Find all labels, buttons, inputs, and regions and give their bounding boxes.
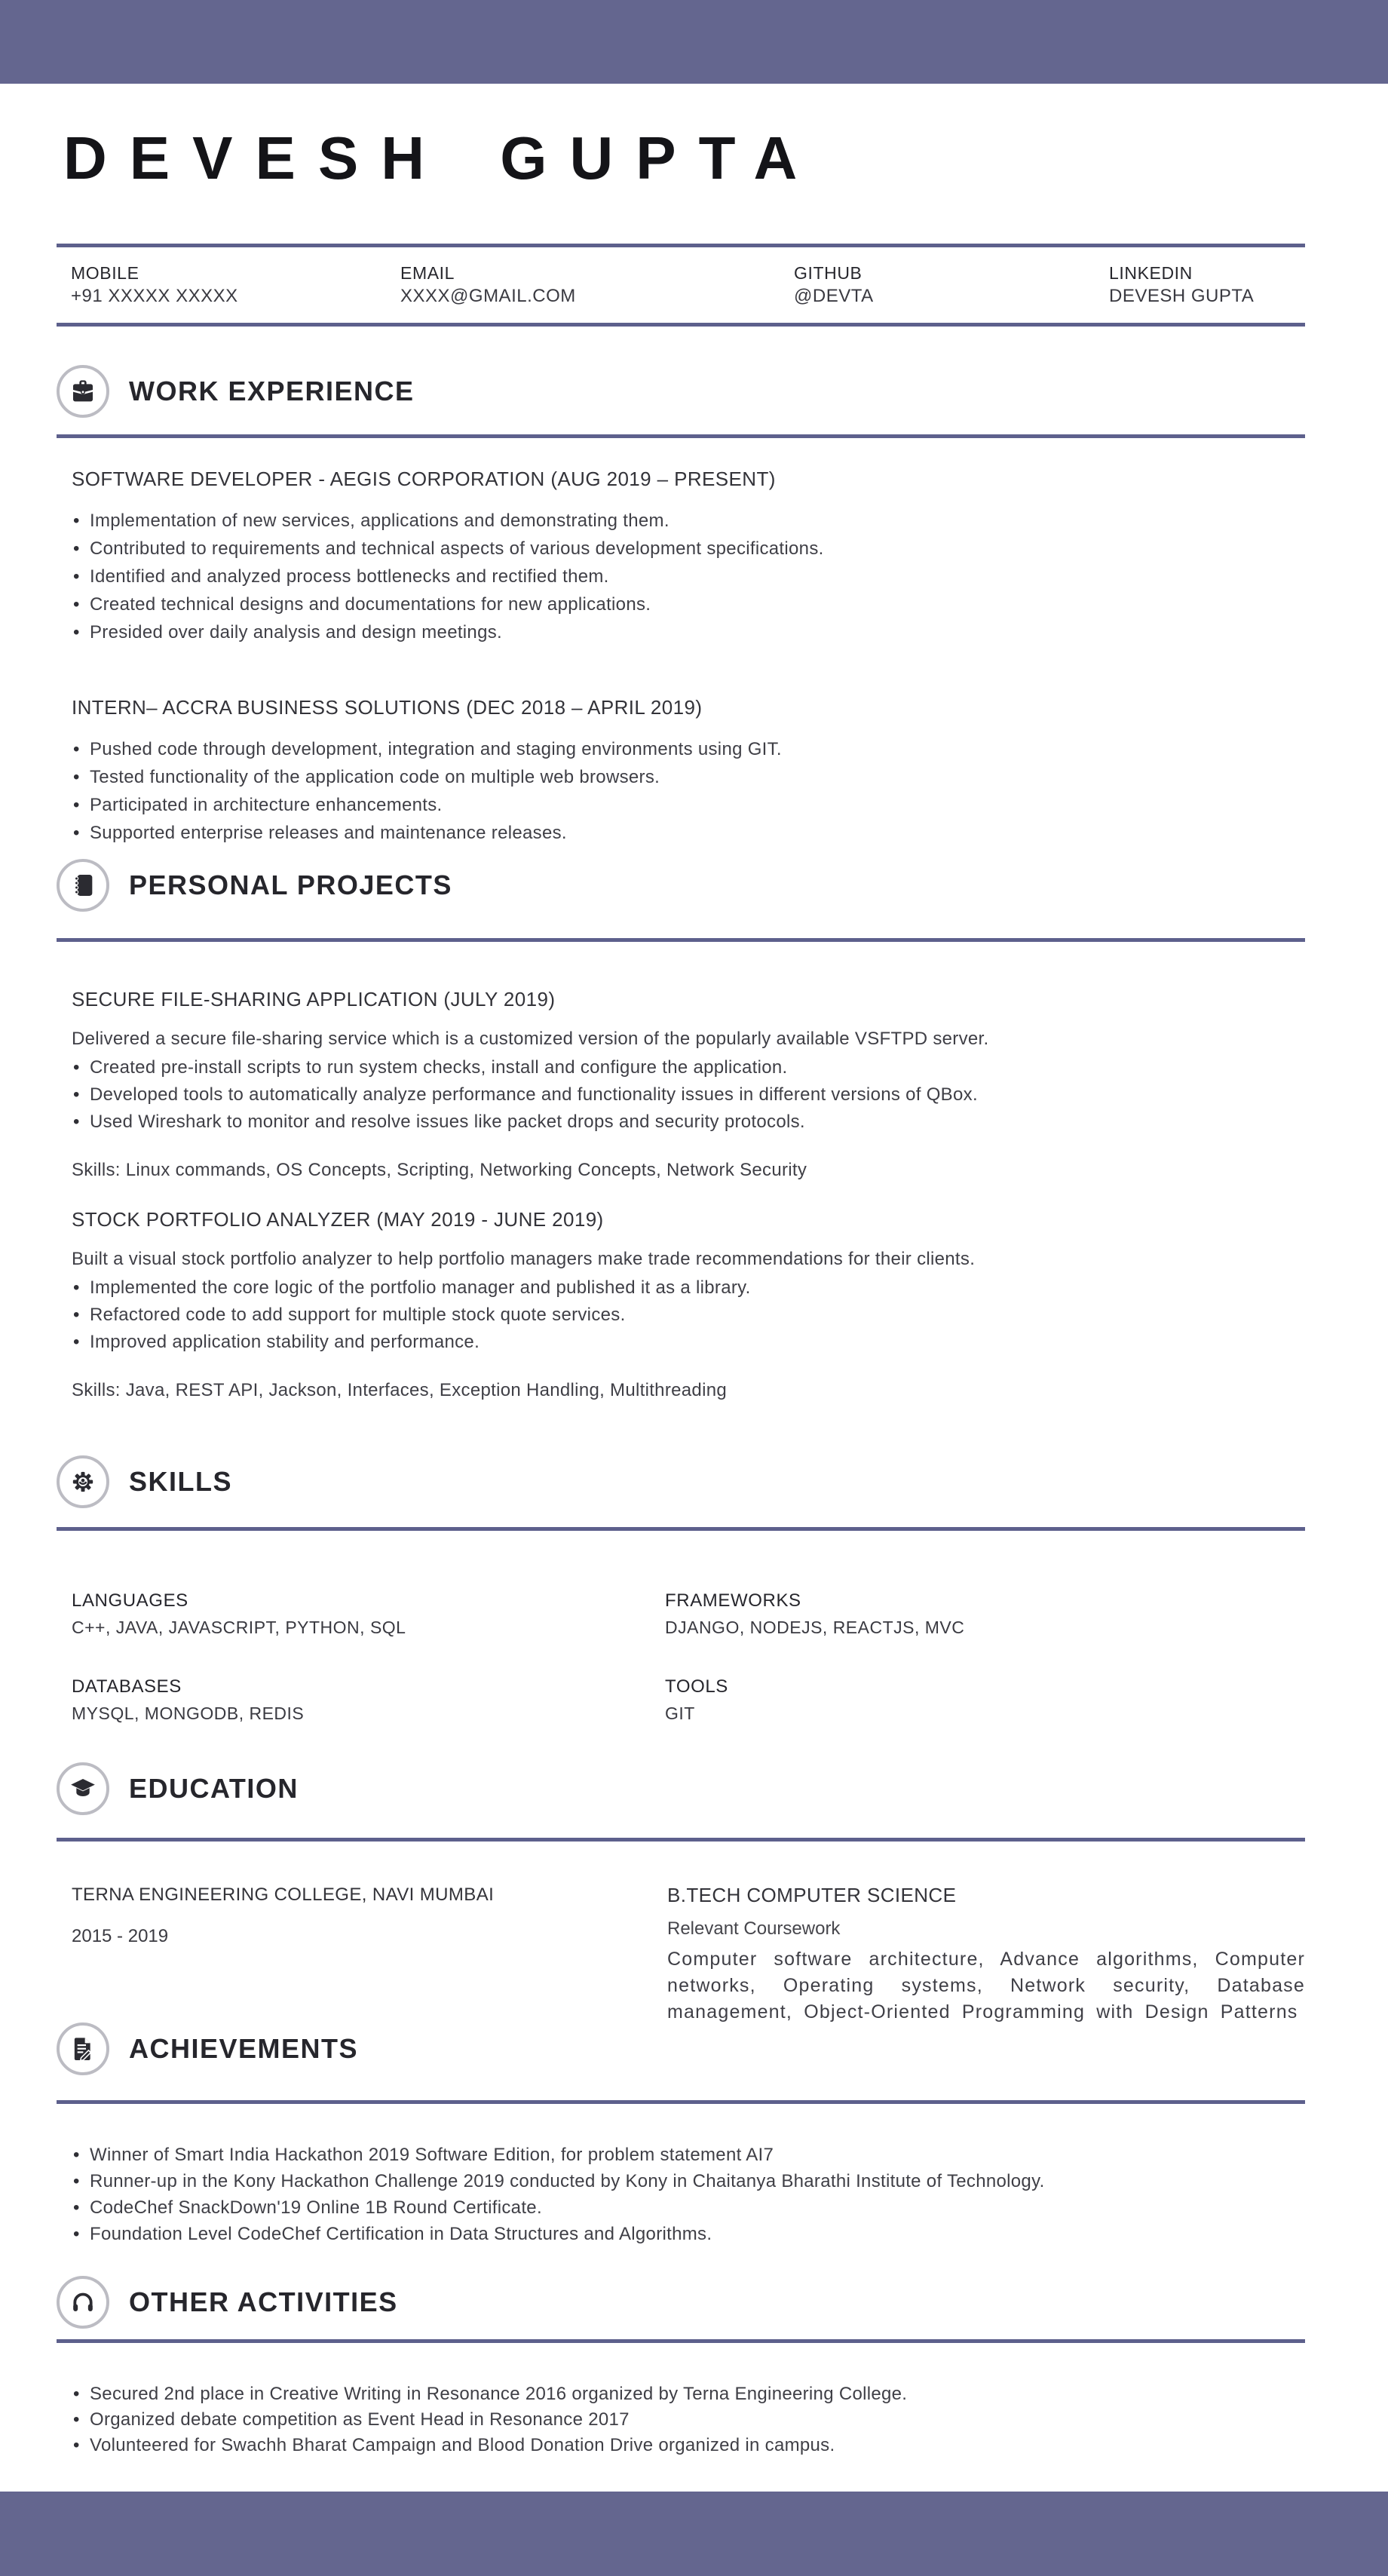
graduation-cap-icon: [57, 1762, 109, 1815]
section-title: OTHER ACTIVITIES: [129, 2286, 398, 2317]
notebook-icon: [57, 859, 109, 912]
section-personal-projects: [57, 859, 1305, 1404]
job-bullet: • Participated in architecture enhancements.: [72, 791, 1290, 819]
job-entry: [72, 466, 1290, 646]
skill-label: LANGUAGES: [72, 1590, 188, 1611]
section-rule: [57, 2100, 1305, 2104]
achievement-bullet: • Runner-up in the Kony Hackathon Challenge 2019 conducted by Kony in Chaitanya Bharathi Institute of Technology.: [72, 2168, 1290, 2194]
contact-label: GITHUB: [794, 263, 863, 283]
section-skills: [57, 1455, 1305, 1725]
contact-value: DEVESH GUPTA: [1109, 286, 1255, 306]
contact-mobile: [71, 264, 400, 307]
project-intro: Delivered a secure file-sharing service which is a customized version of the popularly available VSFTPD server.: [72, 1029, 989, 1049]
headphones-icon: [57, 2276, 109, 2329]
contact-bar: [57, 244, 1305, 327]
document-pen-icon: [57, 2022, 109, 2075]
section-header: [57, 2022, 1305, 2075]
section-rule: [57, 434, 1305, 438]
job-bullet: • Presided over daily analysis and design meetings.: [72, 618, 1290, 646]
job-heading: SOFTWARE DEVELOPER - AEGIS CORPORATION (AUG 2019 – PRESENT): [72, 468, 776, 490]
section-header: [57, 365, 1305, 418]
contact-github: [794, 264, 1109, 307]
section-title: WORK EXPERIENCE: [129, 376, 415, 406]
project-heading: STOCK PORTFOLIO ANALYZER (MAY 2019 - JUNE 2019): [72, 1208, 604, 1231]
job-bullet: • Contributed to requirements and technical aspects of various development specifications.: [72, 535, 1290, 563]
achievement-bullet: • Foundation Level CodeChef Certification in Data Structures and Algorithms.: [72, 2221, 1290, 2247]
education-school: TERNA ENGINEERING COLLEGE, NAVI MUMBAI: [72, 1884, 495, 1905]
skill-label: DATABASES: [72, 1676, 182, 1697]
activity-bullet: • Secured 2nd place in Creative Writing in Resonance 2016 organized by Terna Engineering College.: [72, 2381, 1290, 2407]
bottom-band: [0, 2492, 1388, 2576]
education-coursework-label: Relevant Coursework: [667, 1918, 841, 1939]
section-header: [57, 859, 1305, 912]
section-education: [57, 1762, 1305, 2026]
contact-label: EMAIL: [400, 263, 455, 283]
activity-bullet: • Organized debate competition as Event Head in Resonance 2017: [72, 2407, 1290, 2433]
project-skills: Skills: Linux commands, OS Concepts, Scripting, Networking Concepts, Network Security: [72, 1160, 807, 1180]
achievement-bullet: • Winner of Smart India Hackathon 2019 Software Edition, for problem statement AI7: [72, 2142, 1290, 2168]
gear-icon: [57, 1455, 109, 1508]
section-rule: [57, 1527, 1305, 1531]
section-title: ACHIEVEMENTS: [129, 2033, 359, 2064]
project-entry: [72, 986, 1290, 1184]
project-bullet: • Implemented the core logic of the portfolio manager and published it as a library.: [72, 1274, 1290, 1302]
activity-bullet: • Volunteered for Swachh Bharat Campaign and Blood Donation Drive organized in campus.: [72, 2433, 1290, 2458]
section-header: [57, 2276, 1305, 2329]
section-rule: [57, 1838, 1305, 1842]
skill-label: FRAMEWORKS: [665, 1590, 801, 1611]
achievement-bullet: • CodeChef SnackDown'19 Online 1B Round Certificate.: [72, 2194, 1290, 2221]
project-bullet: • Used Wireshark to monitor and resolve issues like packet drops and security protocols.: [72, 1109, 1290, 1136]
job-bullet: • Created technical designs and documentations for new applications.: [72, 590, 1290, 618]
skill-label: TOOLS: [665, 1676, 728, 1697]
skill-group-languages: [72, 1590, 665, 1639]
job-entry: [72, 695, 1290, 847]
section-rule: [57, 938, 1305, 942]
section-title: EDUCATION: [129, 1773, 299, 1804]
section-header: [57, 1455, 1305, 1508]
skill-value: MYSQL, MONGODB, REDIS: [72, 1704, 305, 1723]
project-bullet: • Developed tools to automatically analyze performance and functionality issues in different versions of QBox.: [72, 1081, 1290, 1109]
project-bullet: • Refactored code to add support for multiple stock quote services.: [72, 1302, 1290, 1329]
section-title: SKILLS: [129, 1466, 233, 1497]
job-heading: INTERN– ACCRA BUSINESS SOLUTIONS (DEC 2018 – APRIL 2019): [72, 696, 703, 719]
contact-linkedin: [1109, 264, 1305, 307]
skill-value: GIT: [665, 1704, 695, 1723]
section-header: [57, 1762, 1305, 1815]
section-work-experience: [57, 365, 1305, 847]
project-bullet: • Improved application stability and performance.: [72, 1329, 1290, 1356]
education-degree: B.TECH COMPUTER SCIENCE: [667, 1884, 957, 1906]
top-band: [0, 0, 1388, 84]
education-left-column: [72, 1883, 667, 2026]
project-bullet: • Created pre-install scripts to run system checks, install and configure the application.: [72, 1054, 1290, 1081]
project-intro: Built a visual stock portfolio analyzer to help portfolio managers make trade recommendations for their clients.: [72, 1249, 976, 1269]
contact-value: @DEVTA: [794, 286, 874, 306]
skill-group-frameworks: [665, 1590, 1290, 1639]
skill-value: C++, JAVA, JAVASCRIPT, PYTHON, SQL: [72, 1618, 406, 1637]
project-heading: SECURE FILE-SHARING APPLICATION (JULY 2019): [72, 988, 556, 1010]
section-title: PERSONAL PROJECTS: [129, 869, 452, 900]
contact-value: XXXX@GMAIL.COM: [400, 286, 576, 306]
job-bullet: • Pushed code through development, integration and staging environments using GIT.: [72, 735, 1290, 763]
contact-label: LINKEDIN: [1109, 263, 1193, 283]
skill-group-databases: [72, 1676, 665, 1725]
skill-value: DJANGO, NODEJS, REACTJS, MVC: [665, 1618, 965, 1637]
contact-value: +91 XXXXX XXXXX: [71, 286, 238, 306]
briefcase-icon: [57, 365, 109, 418]
candidate-name: DEVESH GUPTA: [63, 124, 820, 192]
contact-label: MOBILE: [71, 263, 139, 283]
contact-email: [400, 264, 794, 307]
education-years: 2015 - 2019: [72, 1926, 169, 1946]
job-bullet: • Supported enterprise releases and maintenance releases.: [72, 819, 1290, 847]
job-bullet: • Identified and analyzed process bottlenecks and rectified them.: [72, 563, 1290, 590]
section-rule: [57, 2339, 1305, 2343]
section-other-activities: [57, 2276, 1305, 2458]
section-achievements: [57, 2022, 1305, 2247]
project-skills: Skills: Java, REST API, Jackson, Interfaces, Exception Handling, Multithreading: [72, 1380, 727, 1400]
job-bullet: • Implementation of new services, applications and demonstrating them.: [72, 507, 1290, 535]
education-coursework: Computer software architecture, Advance algorithms, Computer networks, Operating systems, Network security, Database management, Object-Oriented Programming with Design Patterns: [667, 1949, 1305, 2022]
job-bullet: • Tested functionality of the application code on multiple web browsers.: [72, 763, 1290, 791]
skill-group-tools: [665, 1676, 1290, 1725]
project-entry: [72, 1207, 1290, 1404]
education-right-column: [667, 1883, 1305, 2026]
